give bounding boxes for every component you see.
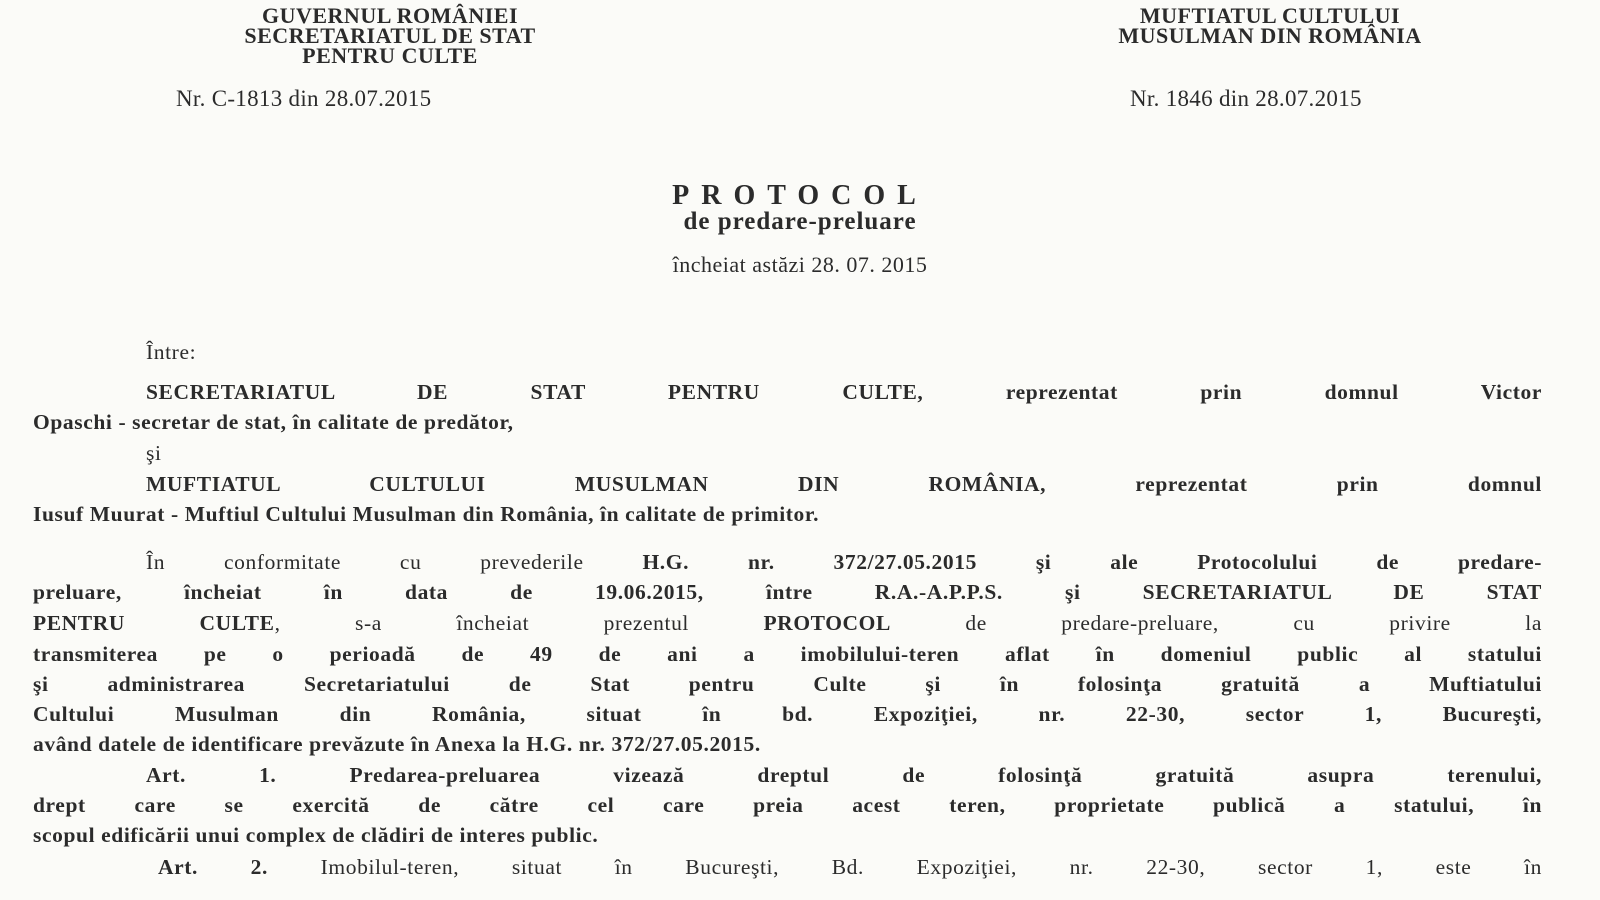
conjunction-si: şi	[146, 441, 162, 465]
registration-number-left: Nr. C-1813 din 28.07.2015	[176, 86, 432, 111]
paragraph-1-line-6: Cultului Musulman din România, situat în bd. Expoziţiei, nr. 22-30, sector 1, Bucureşti,	[33, 702, 1542, 726]
article-1-line-2: drept care se exercită de către cel care preia acest teren, proprietate publică a statului, în	[33, 793, 1542, 817]
concluded-date: încheiat astăzi 28. 07. 2015	[672, 252, 928, 277]
header-left-line-1: GUVERNUL ROMÂNIEI	[261, 3, 519, 28]
article-2-line-1	[158, 855, 1542, 880]
article-1-line-1: Art. 1. Predarea-preluarea vizează dreptul de folosinţă gratuită asupra terenului,	[146, 763, 1542, 787]
p1-l1-bold: H.G. nr. 372/27.05.2015 şi ale Protocolului de predare-	[642, 550, 1542, 574]
header-right-line-2: MUSULMAN DIN ROMÂNIA	[1118, 23, 1422, 48]
paragraph-1-line-1	[146, 550, 1542, 575]
registration-number-right: Nr. 1846 din 28.07.2015	[1130, 86, 1362, 111]
art2-text: Imobilul-teren, situat în Bucureşti, Bd. Expoziţiei, nr. 22-30, sector 1, este în	[268, 855, 1542, 879]
paragraph-1-line-2: preluare, încheiat în data de 19.06.2015, între R.A.-A.P.P.S. şi SECRETARIATUL DE STAT	[33, 580, 1542, 604]
issuer-left-header	[120, 3, 660, 68]
header-left-line-2: SECRETARIATUL DE STAT	[244, 23, 536, 48]
paragraph-1-line-5: şi administrarea Secretariatului de Stat pentru Culte şi în folosinţa gratuită a Muftiatului	[33, 672, 1542, 696]
issuer-right-header	[990, 3, 1550, 48]
header-left-line-3: PENTRU CULTE	[302, 43, 478, 68]
header-right-line-1: MUFTIATUL CULTULUI	[1139, 3, 1401, 28]
art2-label: Art. 2.	[158, 855, 268, 879]
party-2-line-2: Iusuf Muurat - Muftiul Cultului Musulman din România, în calitate de primitor.	[33, 502, 820, 526]
document-subtitle: de predare-preluare	[683, 208, 917, 235]
paragraph-1-line-7: având datele de identificare prevăzute în Anexa la H.G. nr. 372/27.05.2015.	[33, 732, 761, 756]
between-label: Între:	[146, 340, 197, 364]
p1-l3-bold-c: PROTOCOL	[763, 611, 891, 635]
paragraph-1-line-4: transmiterea pe o perioadă de 49 de ani a imobilului-teren aflat în domeniul public al statului	[33, 642, 1542, 666]
paragraph-1-line-3	[33, 611, 1542, 636]
p1-l1-text: În conformitate cu prevederile	[146, 550, 643, 574]
p1-l3-text-b: , s-a încheiat prezentul	[274, 611, 764, 635]
p1-l3-text-d: de predare-preluare, cu privire la	[890, 611, 1542, 635]
party-1-line-2: Opaschi - secretar de stat, în calitate de predător,	[33, 410, 514, 434]
article-1-line-3: scopul edificării unui complex de clădiri de interes public.	[33, 823, 599, 847]
party-1-line-1: SECRETARIATUL DE STAT PENTRU CULTE, reprezentat prin domnul Victor	[146, 380, 1542, 404]
party-2-line-1: MUFTIATUL CULTULUI MUSULMAN DIN ROMÂNIA, reprezentat prin domnul	[146, 472, 1542, 496]
p1-l3-bold-a: PENTRU CULTE	[33, 611, 275, 635]
document-title: PROTOCOL	[672, 180, 928, 211]
